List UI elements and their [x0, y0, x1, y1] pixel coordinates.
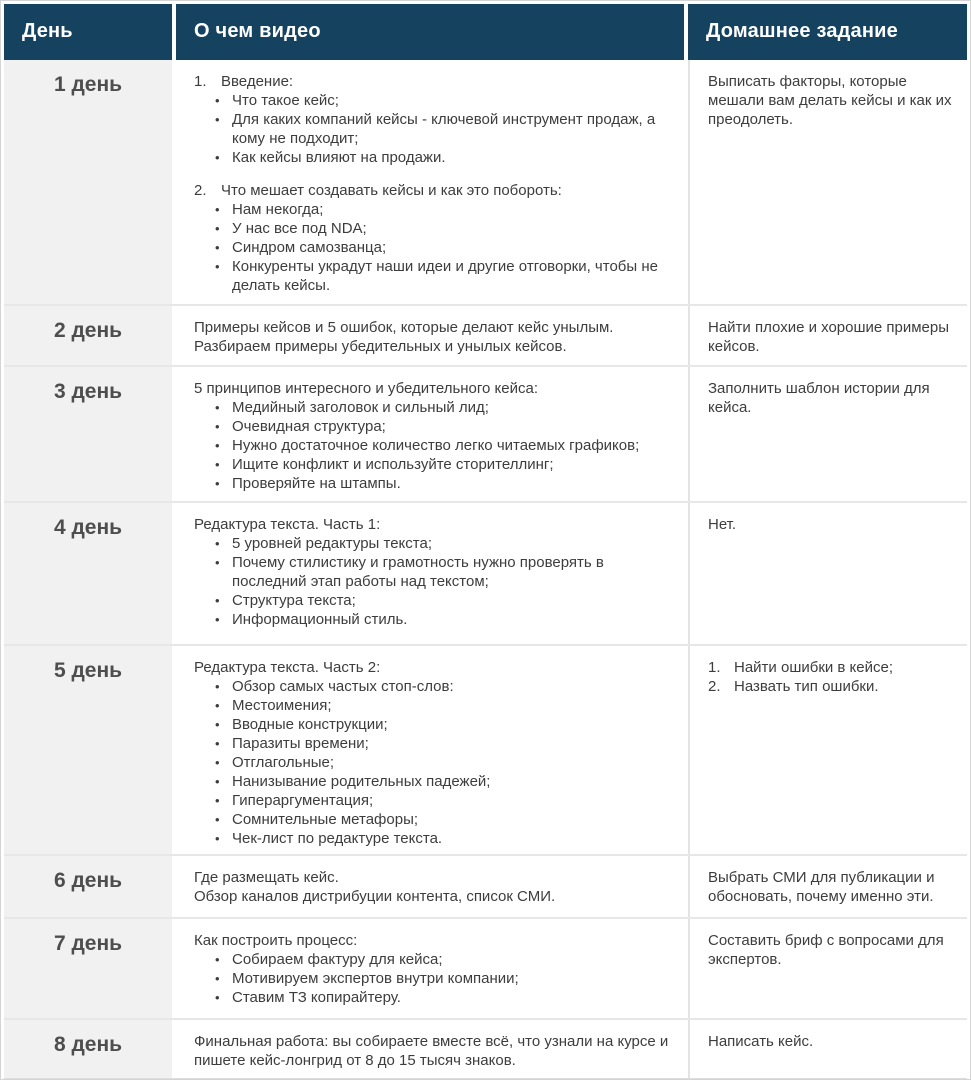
day-label: 5 день — [4, 646, 172, 854]
homework-cell — [688, 856, 967, 917]
homework-numbered-item: 2. Назвать тип ошибки. — [708, 678, 879, 695]
bullet-item: • Паразиты времени; — [194, 734, 670, 753]
paragraph-gap — [194, 167, 670, 181]
bullet-item: • 5 уровней редактуры текста; — [194, 534, 670, 553]
table-row — [4, 60, 967, 304]
bullet-item: • Конкуренты украдут наши идеи и другие отговорки, чтобы не делать кейсы. — [194, 257, 670, 295]
text-line: 5 принципов интересного и убедительного кейса: — [194, 380, 539, 397]
bullet-item: • Синдром самозванца; — [194, 238, 670, 257]
day-label: 2 день — [4, 306, 172, 365]
bullet-item: • Нанизывание родительных падежей; — [194, 772, 670, 791]
homework-numbered-item: 1. Найти ошибки в кейсе; — [708, 659, 894, 676]
bullet-item: • Информационный стиль. — [194, 610, 670, 629]
bullet-item: • Почему стилистику и грамотность нужно проверять в последний этап работы над текстом; — [194, 553, 670, 591]
text-line: Редактура текста. Часть 2: — [194, 659, 381, 676]
homework-item: Найти плохие и хорошие примеры кейсов. — [708, 319, 950, 355]
homework-item: Составить бриф с вопросами для экспертов. — [708, 932, 944, 968]
homework-cell — [688, 919, 967, 1018]
bullet-item: • Мотивируем экспертов внутри компании; — [194, 969, 670, 988]
bullet-item: • Вводные конструкции; — [194, 715, 670, 734]
day-label: 1 день — [4, 60, 172, 304]
numbered-item: 1. Введение: — [194, 73, 294, 90]
column-header-homework: Домашнее задание — [688, 4, 967, 60]
text-line: Обзор каналов дистрибуции контента, список СМИ. — [194, 888, 556, 905]
table-row — [4, 854, 967, 917]
bullet-item: • Чек-лист по редактуре текста. — [194, 829, 670, 848]
homework-item: Выписать факторы, которые мешали вам делать кейсы и как их преодолеть. — [708, 73, 952, 128]
column-header-day: День — [4, 4, 172, 60]
bullet-item: • Сомнительные метафоры; — [194, 810, 670, 829]
video-topic-cell — [176, 856, 684, 917]
video-topic-cell — [176, 367, 684, 501]
homework-cell — [688, 306, 967, 365]
text-line: Финальная работа: вы собираете вместе всё, что узнали на курсе и пишете кейс-лонгрид от 8 до 15 тысяч знаков. — [194, 1033, 669, 1069]
day-label: 7 день — [4, 919, 172, 1018]
video-topic-cell — [176, 646, 684, 854]
bullet-item: • Структура текста; — [194, 591, 670, 610]
table-row — [4, 917, 967, 1018]
bullet-item: • Ищите конфликт и используйте сторителлинг; — [194, 455, 670, 474]
video-topic-cell — [176, 919, 684, 1018]
homework-cell — [688, 1020, 967, 1078]
homework-item: Нет. — [708, 516, 737, 533]
bullet-item: • Отглагольные; — [194, 753, 670, 772]
numbered-item: 2. Что мешает создавать кейсы и как это побороть: — [194, 182, 562, 199]
video-topic-cell — [176, 306, 684, 365]
homework-cell — [688, 367, 967, 501]
bullet-item: • Медийный заголовок и сильный лид; — [194, 398, 670, 417]
bullet-item: • Нам некогда; — [194, 200, 670, 219]
bullet-item: • Местоимения; — [194, 696, 670, 715]
bullet-item: • Гипераргументация; — [194, 791, 670, 810]
bullet-item: • Очевидная структура; — [194, 417, 670, 436]
column-header-video-topic: О чем видео — [176, 4, 684, 60]
bullet-item: • Нужно достаточное количество легко читаемых графиков; — [194, 436, 670, 455]
day-label: 3 день — [4, 367, 172, 501]
day-label: 6 день — [4, 856, 172, 917]
day-label: 8 день — [4, 1020, 172, 1078]
homework-cell — [688, 646, 967, 854]
homework-item: Написать кейс. — [708, 1033, 814, 1050]
table-header-row — [4, 4, 967, 60]
homework-item: Выбрать СМИ для публикации и обосновать, почему именно эти. — [708, 869, 935, 905]
text-line: Разбираем примеры убедительных и унылых кейсов. — [194, 338, 567, 355]
video-topic-cell — [176, 1020, 684, 1078]
text-line: Примеры кейсов и 5 ошибок, которые делают кейс унылым. — [194, 319, 614, 336]
homework-cell — [688, 503, 967, 644]
text-line: Где размещать кейс. — [194, 869, 339, 886]
table-row — [4, 304, 967, 365]
table-row — [4, 1018, 967, 1078]
bullet-item: • У нас все под NDA; — [194, 219, 670, 238]
text-line: Редактура текста. Часть 1: — [194, 516, 381, 533]
bullet-item: • Для каких компаний кейсы - ключевой инструмент продаж, а кому не подходит; — [194, 110, 670, 148]
bullet-item: • Что такое кейс; — [194, 91, 670, 110]
bullet-item: • Обзор самых частых стоп-слов: — [194, 677, 670, 696]
bullet-item: • Ставим ТЗ копирайтеру. — [194, 988, 670, 1007]
table-row — [4, 365, 967, 501]
bullet-item: • Как кейсы влияют на продажи. — [194, 148, 670, 167]
bullet-item: • Собираем фактуру для кейса; — [194, 950, 670, 969]
homework-cell — [688, 60, 967, 304]
day-label: 4 день — [4, 503, 172, 644]
video-topic-cell — [176, 60, 684, 304]
text-line: Как построить процесс: — [194, 932, 358, 949]
table-row — [4, 644, 967, 854]
video-topic-cell — [176, 503, 684, 644]
bullet-item: • Проверяйте на штампы. — [194, 474, 670, 493]
homework-item: Заполнить шаблон истории для кейса. — [708, 380, 930, 416]
table-row — [4, 501, 967, 644]
